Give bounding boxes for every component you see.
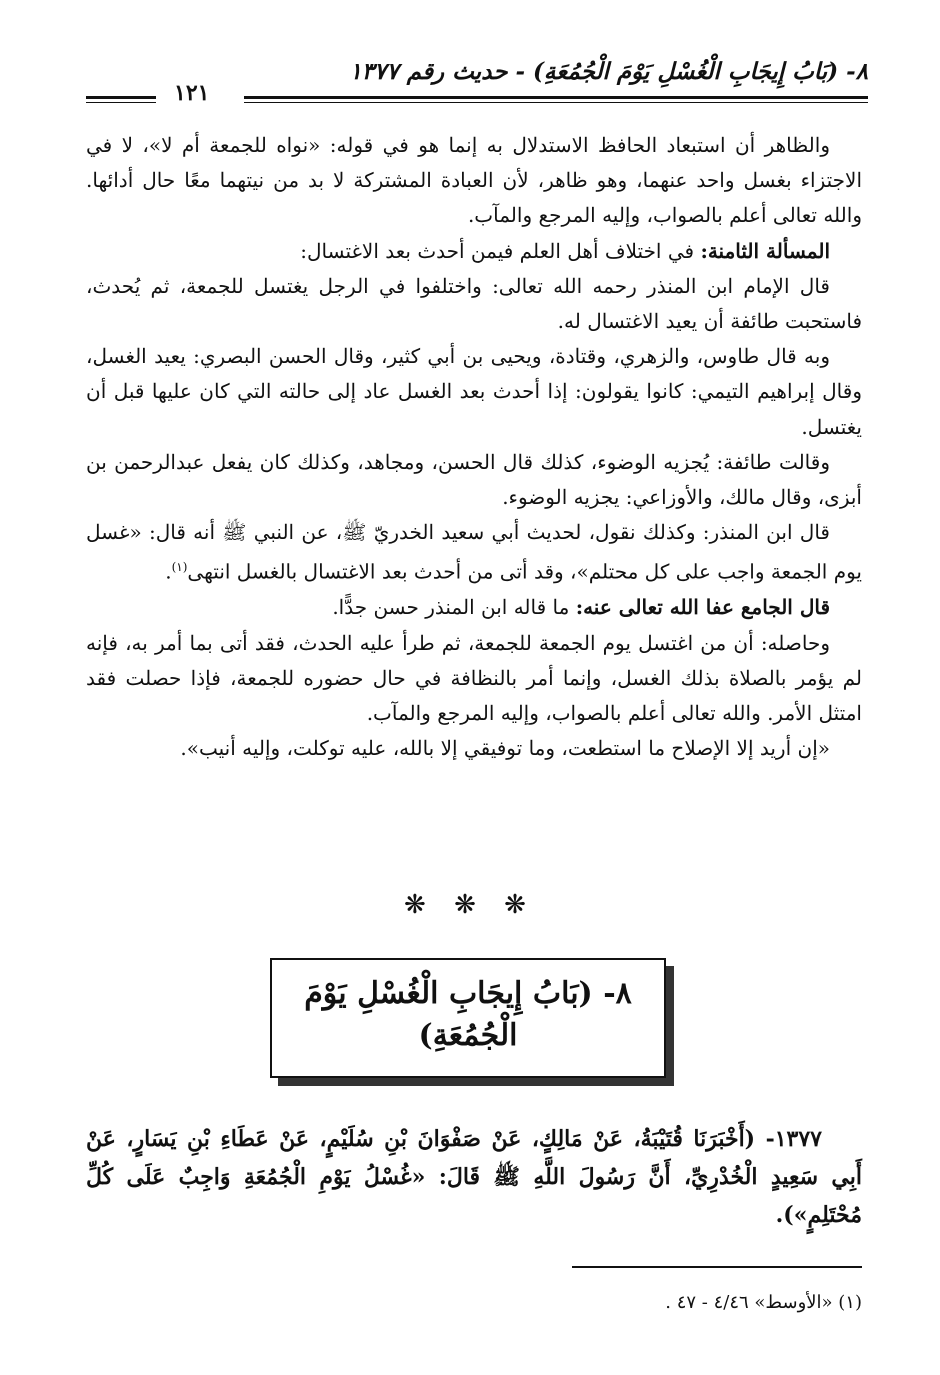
chapter-title-box xyxy=(270,958,666,1078)
chapter-title-line1: ٨- (بَابُ إِيجَابِ الْغُسْلِ يَوْمَ xyxy=(304,976,632,1011)
hadith-text xyxy=(86,1120,862,1234)
running-header xyxy=(86,50,868,110)
paragraph-masala xyxy=(86,234,862,269)
header-rule-thin xyxy=(244,102,868,103)
paragraph: قال الإمام ابن المنذر رحمه الله تعالى: واختلفوا في الرجل يغتسل للجمعة، ثم يُحدث، فاستحبت طائفة أن يعيد الاغتسال له. xyxy=(86,273,862,334)
paragraph: وقالت طائفة: يُجزيه الوضوء، كذلك قال الحسن، ومجاهد، وكذلك كان يفعل عبدالرحمن بن أبزى، وقال مالك، والأوزاعي: يجزيه الوضوء. xyxy=(86,449,862,510)
masala-text: في اختلاف أهل العلم فيمن أحدث بعد الاغتسال: xyxy=(300,238,695,263)
header-title: ٨- (بَابُ إِيجَابِ الْغُسْلِ يَوْمَ الْجُمُعَةِ) - حديث رقم ١٣٧٧ xyxy=(349,58,868,85)
body-text xyxy=(86,128,862,766)
chapter-title-line2: الْجُمُعَةِ) xyxy=(418,1018,518,1053)
footnote-reference[interactable]: (١) xyxy=(171,560,188,575)
paragraph-closing: «إن أريد إلا الإصلاح ما استطعت، وما توفيقي إلا بالله، عليه توكلت، وإليه أنيب». xyxy=(180,736,830,761)
footnote-rule xyxy=(572,1266,862,1268)
header-rule-short xyxy=(86,96,156,99)
paragraph-text: قال ابن المنذر: وكذلك نقول، لحديث أبي سعيد الخدريّ ﷺ، عن النبي ﷺ أنه قال: «غسل يوم الجمعة واجب على كل محتلم»، وقد أتى من أحدث بعد الاغتسال بالغسل انتهى xyxy=(86,520,862,585)
paragraph: وبه قال طاوس، والزهري، وقتادة، ويحيى بن أبي كثير، وقال الحسن البصري: يعيد الغسل، وقال إبراهيم التيمي: كانوا يقولون: إذا أحدث بعد الغسل عاد إلى حالته التي كان عليها قبل أن يغتسل. xyxy=(86,344,862,439)
hadith-paragraph: ١٣٧٧- (أَخْبَرَنَا قُتَيْبَةُ، عَنْ مَالِكٍ، عَنْ صَفْوَانَ بْنِ سُلَيْمٍ، عَنْ عَطَاءِ بْنِ يَسَارٍ، عَنْ أَبِي سَعِيدٍ الْخُدْرِيِّ، أَنَّ رَسُولَ اللَّهِ ﷺ قَالَ: «غُسْلُ يَوْمِ الْجُمُعَةِ وَاجِبٌ عَلَى كُلِّ مُحْتَلِمٍ»). xyxy=(86,1126,862,1228)
header-rule-short-thin xyxy=(86,102,156,103)
paragraph: والظاهر أن استبعاد الحافظ الاستدلال به إنما هو في قوله: «نواه للجمعة أم لا»، لا في الاجتزاء بغسل واحد عنهما، وهو ظاهر، لأن العبادة المشتركة لا بد من نيتهما معًا حال أدائها. والله تعالى أعلم بالصواب، وإليه المرجع والمآب. xyxy=(86,133,862,228)
paragraph-jami xyxy=(86,590,862,625)
section-separator: ❋ ❋ ❋ xyxy=(404,890,536,920)
masala-heading: المسألة الثامنة: xyxy=(700,238,830,263)
header-rule xyxy=(244,96,868,99)
jami-heading: قال الجامع عفا الله تعالى عنه: xyxy=(575,595,830,620)
paragraph-with-footnote: قال ابن المنذر: وكذلك نقول، لحديث أبي سعيد الخدريّ ﷺ، عن النبي ﷺ أنه قال: «غسل يوم الجمعة واجب على كل محتلم»، وقد أتى من أحدث بعد الاغتسال بالغسل انتهى$^{(١)}$. xyxy=(86,520,862,585)
jami-text: ما قاله ابن المنذر حسن جدًّا. xyxy=(332,595,570,620)
paragraph: وحاصله: أن من اغتسل يوم الجمعة للجمعة، ثم طرأ عليه الحدث، فقد أتى بما أمر به، فإنه لم يؤمر بالصلاة بذلك الغسل، وإنما أمر بالنظافة في حال حضوره للجمعة، فإذا حصلت فقد امتثل الأمر. والله تعالى أعلم بالصواب، وإليه المرجع والمآب. xyxy=(86,630,862,725)
footnote: (١) «الأوسط» ٤/٤٦ - ٤٧ . xyxy=(665,1292,862,1313)
page-number: ١٢١ xyxy=(174,80,210,106)
